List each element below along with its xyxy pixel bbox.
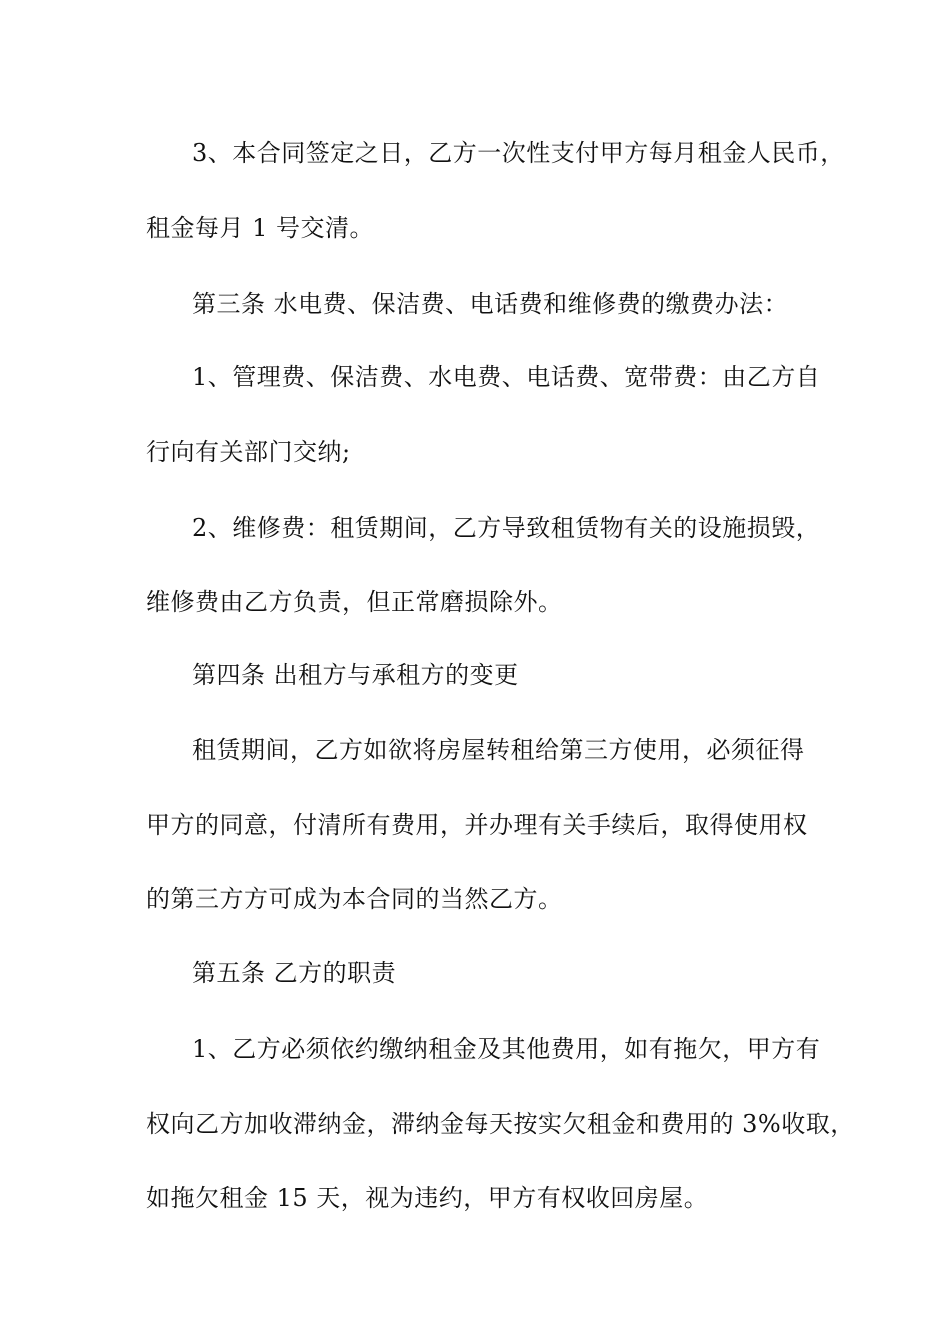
section-heading: 第三条 水电费、保洁费、电话费和维修费的缴费办法： [192, 290, 789, 318]
paragraph-line: 租金每月 1 号交清。 [146, 214, 375, 242]
section-heading: 第四条 出租方与承租方的变更 [192, 661, 519, 689]
paragraph-line: 甲方的同意，付清所有费用，并办理有关手续后，取得使用权 [146, 811, 808, 839]
paragraph-line: 3、本合同签定之日，乙方一次性支付甲方每月租金人民币， [192, 139, 845, 167]
paragraph-line: 2、维修费：租赁期间，乙方导致租赁物有关的设施损毁， [192, 514, 821, 542]
paragraph-line: 1、乙方必须依约缴纳租金及其他费用，如有拖欠，甲方有 [192, 1035, 821, 1063]
paragraph-line: 1、管理费、保洁费、水电费、电话费、宽带费：由乙方自 [192, 363, 821, 391]
paragraph-line: 维修费由乙方负责，但正常磨损除外。 [146, 588, 563, 616]
section-heading: 第五条 乙方的职责 [192, 959, 397, 987]
paragraph-line: 权向乙方加收滞纳金，滞纳金每天按实欠租金和费用的 3%收取， [146, 1110, 855, 1138]
paragraph-line: 的第三方方可成为本合同的当然乙方。 [146, 885, 563, 913]
paragraph-line: 如拖欠租金 15 天，视为违约，甲方有权收回房屋。 [146, 1184, 709, 1212]
paragraph-line: 行向有关部门交纳; [146, 438, 351, 466]
paragraph-line: 租赁期间，乙方如欲将房屋转租给第三方使用，必须征得 [192, 736, 805, 764]
